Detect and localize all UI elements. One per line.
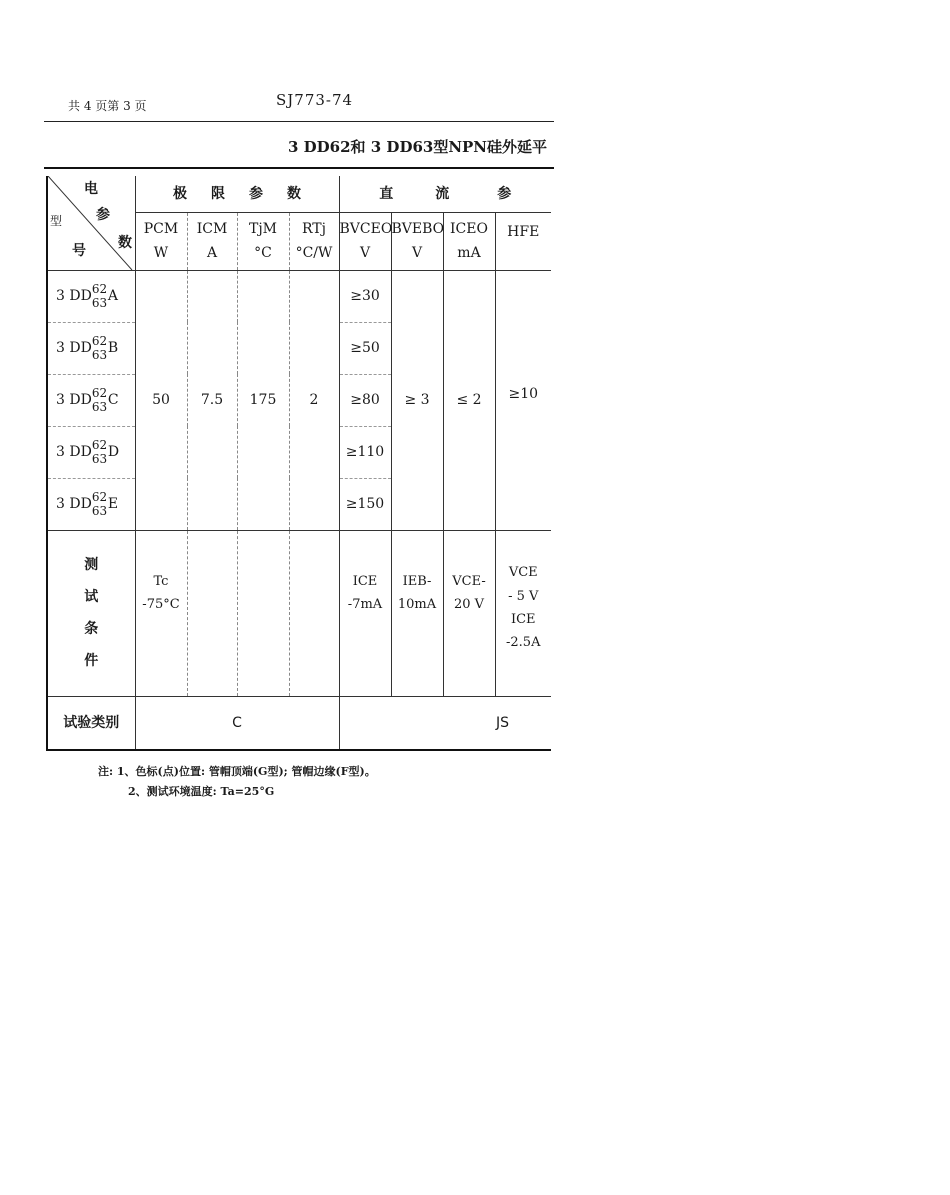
param-iceo: ICEO mA — [443, 212, 495, 270]
param-rtj: RTj °C/W — [289, 212, 339, 270]
param-icm: ICM A — [187, 212, 237, 270]
value-bvceo-b: ≥50 — [339, 322, 391, 374]
table-top-rule — [44, 167, 554, 169]
category-limits: C — [135, 696, 339, 750]
corner-header-cell — [47, 176, 135, 270]
value-bvceo-d: ≥110 — [339, 426, 391, 478]
spec-table — [46, 176, 551, 751]
cond-icm — [187, 530, 237, 696]
value-pcm: 50 — [135, 270, 187, 530]
model-row-d: 3 DD 62 63 D — [47, 426, 135, 478]
test-conditions-label: 测 试 条 件 — [47, 530, 135, 696]
value-bvebo: ≥ 3 — [391, 270, 443, 530]
corner-char-left: 型 — [50, 214, 63, 228]
param-bvceo: BVCEO V — [339, 212, 391, 270]
header-rule — [44, 121, 554, 122]
value-bvceo-e: ≥150 — [339, 478, 391, 530]
value-iceo: ≤ 2 — [443, 270, 495, 530]
value-hfe: ≥10 — [495, 270, 551, 530]
cond-pcm: Tc -75°C — [135, 530, 187, 696]
param-pcm: PCM W — [135, 212, 187, 270]
limits-group-header: 极 限 参 数 — [135, 176, 339, 212]
value-tjm: 175 — [237, 270, 289, 530]
cond-rtj — [289, 530, 339, 696]
standard-number: SJ773-74 — [276, 91, 354, 109]
category-label: 试验类别 — [47, 696, 135, 750]
value-rtj: 2 — [289, 270, 339, 530]
model-row-c: 3 DD 62 63 C — [47, 374, 135, 426]
corner-char-top: 电 — [84, 181, 98, 197]
page-info: 共 4 页第 3 页 — [68, 99, 147, 113]
value-bvceo-a: ≥30 — [339, 270, 391, 322]
param-bvebo: BVEBO V — [391, 212, 443, 270]
dc-group-header: 直 流 参 — [339, 176, 551, 212]
corner-char-bottom: 号 — [72, 243, 86, 259]
cond-iceo: VCE- 20 V — [443, 530, 495, 696]
cond-bvebo: IEB- 10mA — [391, 530, 443, 696]
corner-char-mid: 参 — [96, 207, 110, 223]
value-bvceo-c: ≥80 — [339, 374, 391, 426]
cond-tjm — [237, 530, 289, 696]
model-row-a: 3 DD 62 63 A — [47, 270, 135, 322]
note-1: 注: 1、色标(点)位置: 管帽顶端(G型); 管帽边缘(F型)。 — [98, 765, 376, 778]
document-title: 3 DD62和 3 DD63型NPN硅外延平 — [288, 138, 548, 156]
category-dc: JS — [339, 696, 551, 750]
model-row-e: 3 DD 62 63 E — [47, 478, 135, 530]
model-row-b: 3 DD 62 63 B — [47, 322, 135, 374]
param-hfe: HFE — [495, 212, 551, 270]
cond-hfe: VCE - 5 V ICE -2.5A — [495, 530, 551, 696]
cond-bvceo: ICE -7mA — [339, 530, 391, 696]
value-icm: 7.5 — [187, 270, 237, 530]
param-tjm: TjM °C — [237, 212, 289, 270]
note-2: 2、测试环境温度: Ta=25°G — [128, 785, 275, 798]
corner-char-right: 数 — [118, 235, 132, 251]
